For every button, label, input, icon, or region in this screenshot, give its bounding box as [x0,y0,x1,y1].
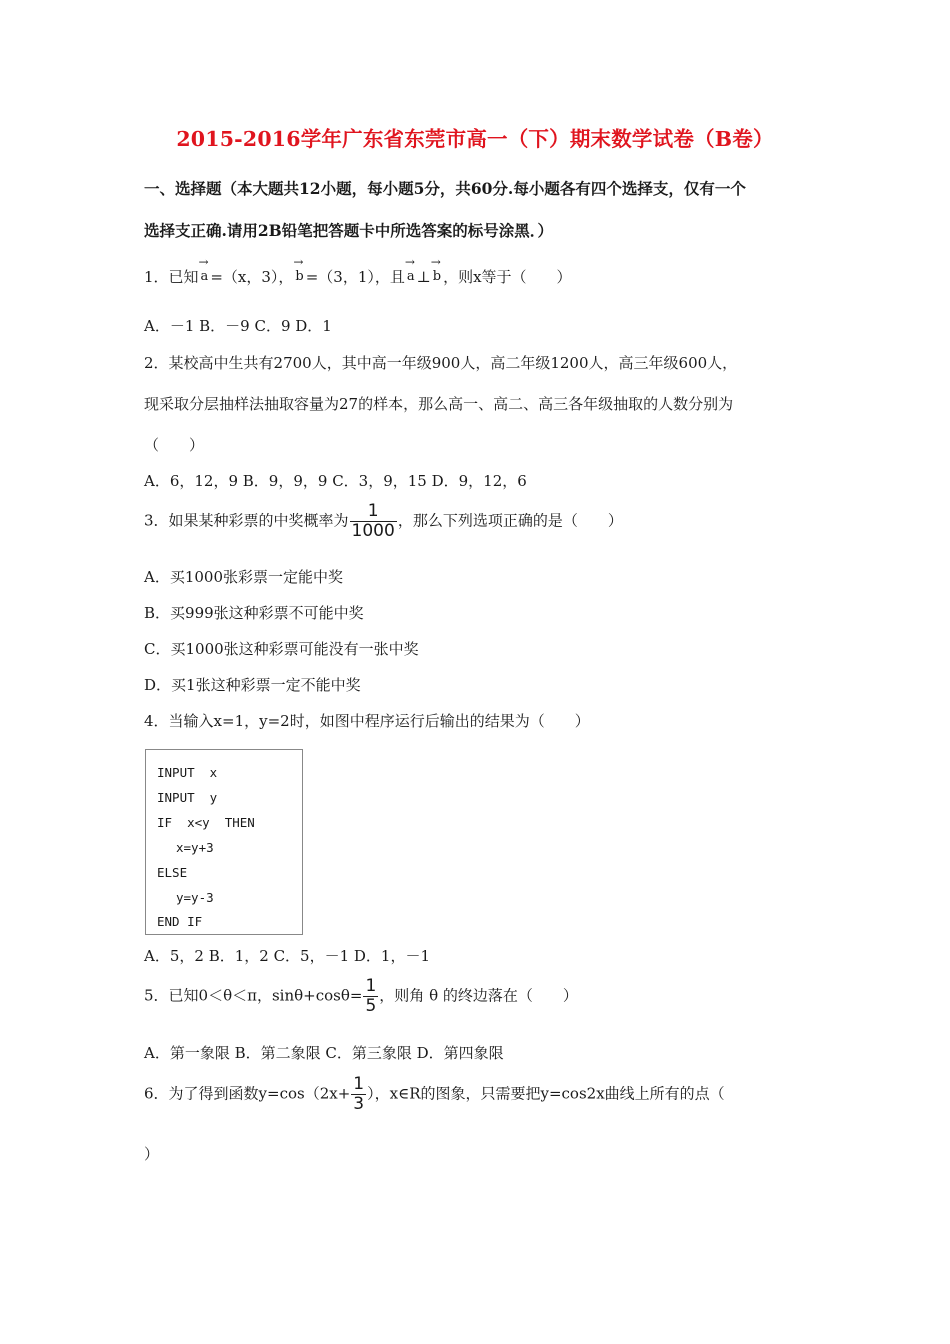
question-4-options: A．5，2 B．1，2 C．5，－1 D．1，－1 [144,947,431,965]
code-line: y=y-3 [176,890,214,905]
program-code-box [145,749,303,935]
vector-a: → a [405,269,417,284]
vector-a: → a [199,269,211,284]
section-heading-line1: 一、选择题（本大题共12小题，每小题5分，共60分.每小题各有四个选择支，仅有一个 [144,179,746,198]
question-1-options: A．－1 B．－9 C．9 D．1 [144,317,332,335]
question-4-stem: 4．当输入x=1，y=2时，如图中程序运行后输出的结果为（ ） [144,712,590,730]
question-2-stem-line3: （ ） [144,436,205,454]
page-title: 2015-2016学年广东省东莞市高一（下）期末数学试卷（B卷） [176,127,774,151]
question-2-options: A．6，12，9 B．9，9，9 C．3，9，15 D．9，12，6 [144,472,527,490]
question-3-option-b: B．买999张这种彩票不可能中奖 [144,604,364,622]
question-5-options: A．第一象限 B．第二象限 C．第三象限 D．第四象限 [144,1044,504,1062]
question-5-stem: 5．已知0＜θ＜π，sinθ+cosθ= $\frac{1}{5}$ ，则角 θ 的终边落在（ ） [144,976,578,1016]
code-line: END IF [157,914,203,929]
code-line: IF x<y THEN [157,815,255,830]
code-line: INPUT x [157,765,218,780]
question-6-stem-line2: ） [144,1145,160,1163]
question-3-option-d: D．买1张这种彩票一定不能中奖 [144,676,361,694]
fraction: $\frac{1}{5}$ [365,976,377,1016]
question-2-stem-line2: 现采取分层抽样法抽取容量为27的样本，那么高一、高二、高三各年级抽取的人数分别为 [144,395,734,413]
question-3-option-a: A．买1000张彩票一定能中奖 [144,568,344,586]
question-2-stem-line1: 2．某校高中生共有2700人，其中高一年级900人，高二年级1200人，高三年级600人， [144,354,738,372]
fraction: $\frac{1}{1000}$ [351,501,395,541]
section-heading-line2: 选择支正确.请用2B铅笔把答题卡中所选答案的标号涂黑．） [144,221,554,240]
code-line: x=y+3 [176,840,214,855]
code-line: INPUT y [157,790,218,805]
question-6-stem: 6．为了得到函数y=cos（2x+ $\frac{1}{3}$ ），x∈R的图象，只需要把y=cos2x曲线上所有的点（ [144,1074,725,1114]
question-3-stem: 3．如果某种彩票的中奖概率为 $\frac{1}{1000}$ ，那么下列选项正确的是（ ） [144,501,623,541]
question-1-stem: 1．已知→ a =（x，3），→ b =（3，1），且→ a ⊥→ b ，则x等于（ ） [144,266,572,287]
fraction: $\frac{1}{3}$ [353,1074,365,1114]
question-3-option-c: C．买1000张这种彩票可能没有一张中奖 [144,640,419,658]
vector-b: → b [293,269,305,284]
vector-b: → b [431,269,443,284]
code-line: ELSE [157,865,188,880]
